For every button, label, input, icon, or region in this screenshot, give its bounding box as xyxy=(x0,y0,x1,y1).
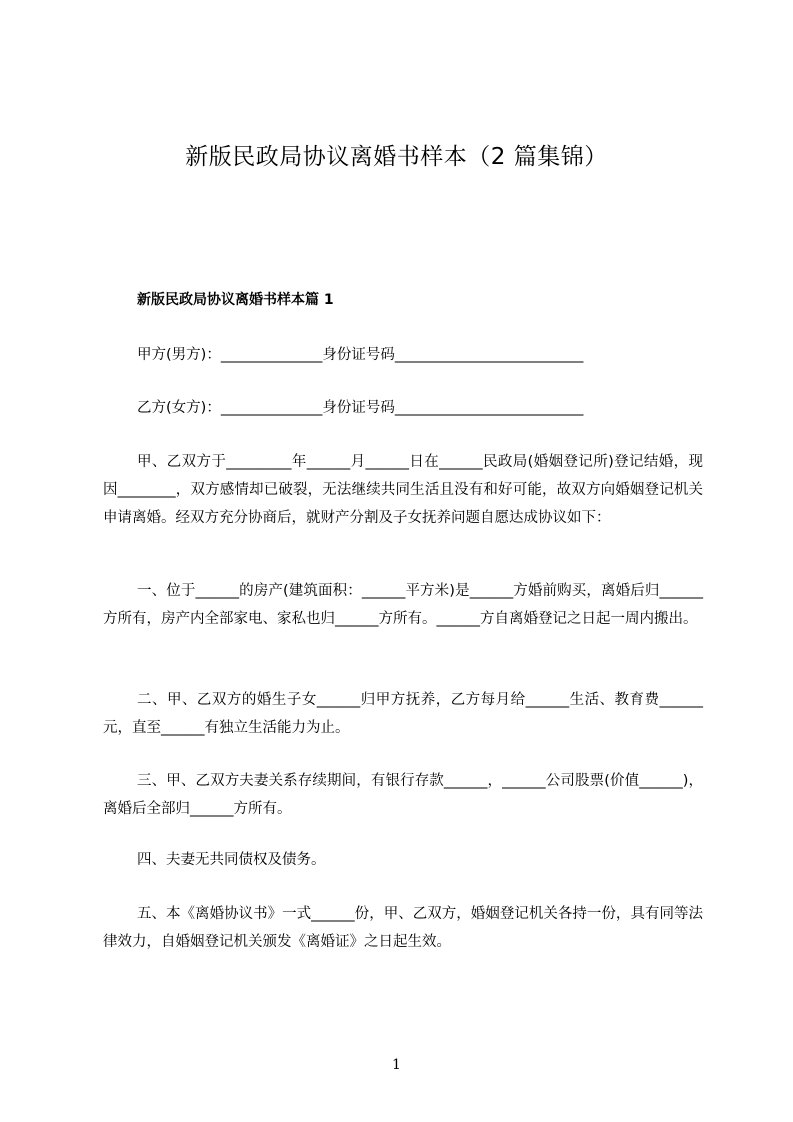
document-title: 新版民政局协议离婚书样本（2 篇集锦） xyxy=(185,144,608,170)
clause-2-paragraph: 二、甲、乙双方的婚生子女______归甲方抚养，乙方每月给______生活、教育费______元，直至______有独立生活能力为止。 xyxy=(103,692,703,736)
party-a-line: 甲方(男方)：______________身份证号码__________________________ xyxy=(137,347,584,363)
party-b-line: 乙方(女方)：______________身份证号码__________________________ xyxy=(137,400,584,416)
clause-4-paragraph: 四、夫妻无共同债权及债务。 xyxy=(137,852,326,868)
page-number: 1 xyxy=(392,1057,401,1073)
section-heading: 新版民政局协议离婚书样本篇 1 xyxy=(137,292,334,308)
clause-1-paragraph: 一、位于______的房产(建筑面积：______平方米)是______方婚前购买，离婚后归______方所有，房产内全部家电、家私也归______方所有。______方自离婚登记之日起一周内搬出。 xyxy=(103,583,703,627)
intro-paragraph: 甲、乙双方于_________年______月______日在______民政局(婚姻登记所)登记结婚，现因________，双方感情却已破裂，无法继续共同生活且没有和好可能，故双方向婚姻登记机关申请离婚。经双方充分协商后，就财产分割及子女抚养问题自愿达成协议如下： xyxy=(103,454,703,526)
clause-5-paragraph: 五、本《离婚协议书》一式______份，甲、乙双方，婚姻登记机关各持一份，具有同等法律效力，自婚姻登记机关颁发《离婚证》之日起生效。 xyxy=(103,906,703,950)
clause-3-paragraph: 三、甲、乙双方夫妻关系存续期间，有银行存款______，______公司股票(价值______)，离婚后全部归______方所有。 xyxy=(103,773,703,817)
